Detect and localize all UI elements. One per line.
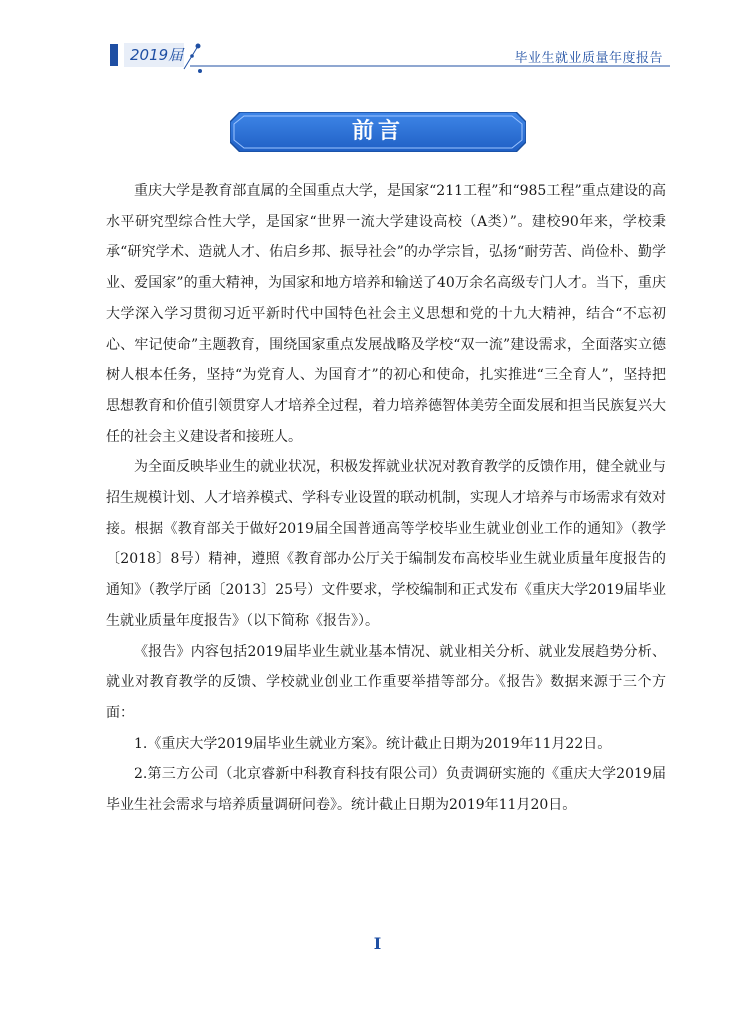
preface-body [106,176,666,821]
header-year-label: 2019届 [124,43,184,67]
header-report-title: 毕业生就业质量年度报告 [514,51,663,66]
paragraph-purpose: 为全面反映毕业生的就业状况，积极发挥就业状况对教育教学的反馈作用，健全就业与招生规模计划、人才培养模式、学科专业设置的联动机制，实现人才培养与市场需求有效对接。根据《教育部关于做好2019届全国普通高等学校毕业生就业创业工作的通知》（教学〔2018〕8号）精神，遵照《教育部办公厅关于编制发布高校毕业生就业质量年度报告的通知》（教学厅函〔2013〕25号）文件要求，学校编制和正式发布《重庆大学2019届毕业生就业质量年度报告》（以下简称《报告》）。 [106,459,666,629]
paragraph-intro: 重庆大学是教育部直属的全国重点大学，是国家“211工程”和“985工程”重点建设的高水平研究型综合性大学，是国家“世界一流大学建设高校（A类）”。建校90年来，学校秉承“研究学术、造就人才、佑启乡邦、振导社会”的办学宗旨，弘扬“耐劳苦、尚俭朴、勤学业、爱国家”的重大精神，为国家和地方培养和输送了40万余名高级专门人才。当下，重庆大学深入学习贯彻习近平新时代中国特色社会主义思想和党的十九大精神，结合“不忘初心、牢记使命”主题教育，围绕国家重点发展战略及学校“双一流”建设需求，全面落实立德树人根本任务，坚持“为党育人、为国育才”的初心和使命，扎实推进“三全育人”，坚持把思想教育和价值引领贯穿人才培养全过程，着力培养德智体美劳全面发展和担当民族复兴大任的社会主义建设者和接班人。 [106,183,666,445]
paragraph-contents: 《报告》内容包括2019届毕业生就业基本情况、就业相关分析、就业发展趋势分析、就业对教育教学的反馈、学校就业创业工作重要举措等部分。《报告》数据来源于三个方面： [106,643,666,721]
paragraph-source-1: 1.《重庆大学2019届毕业生就业方案》。统计截止日期为2019年11月22日。 [134,735,612,752]
banner-title: 前言 [351,119,404,144]
section-banner [230,112,526,152]
page-number: I [373,934,382,953]
paragraph-source-2: 2.第三方公司（北京睿新中科教育科技有限公司）负责调研实施的《重庆大学2019届毕业生社会需求与培养质量调研问卷》。统计截止日期为2019年11月20日。 [106,766,666,814]
page-header [0,0,755,80]
